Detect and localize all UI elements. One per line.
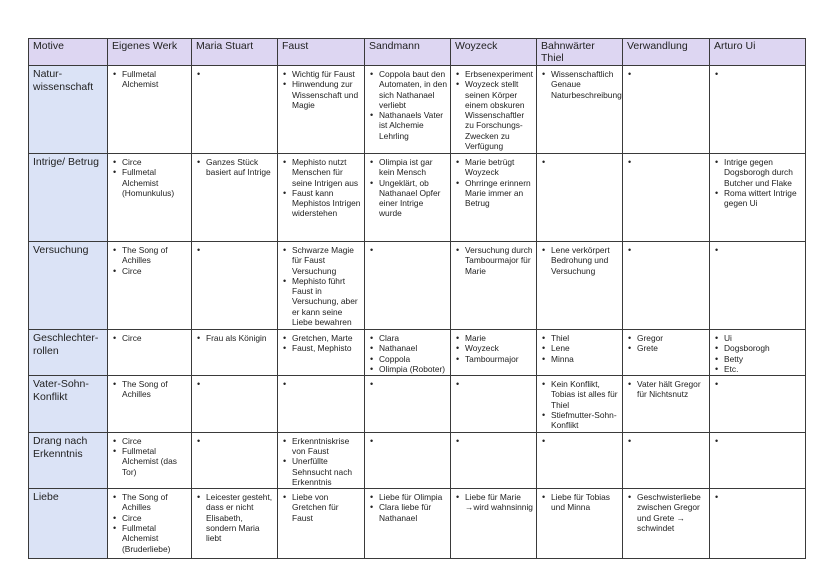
motive-cell: Versuchung [29,242,108,330]
list-item: • Betty [714,354,802,364]
bullet-list [369,492,447,523]
table-cell [623,432,710,488]
bullet-list [196,157,274,178]
bullet-list [455,333,533,364]
list-item: • Coppola [369,354,447,364]
table-cell [710,154,806,242]
list-item: • Stiefmutter-Sohn-Konflikt [541,410,619,431]
list-item: • Coppola baut den Automaten, in den sich Nathanael verliebt [369,69,447,110]
list-item: • Liebe von Gretchen für Faust [282,492,361,523]
list-item: • Ohrringe erinnern Marie immer an Betrug [455,178,533,209]
motive-cell: Drang nach Erkenntnis [29,432,108,488]
table-cell [710,330,806,376]
list-item: • Marie betrügt Woyzeck [455,157,533,178]
empty-bullet [196,436,274,446]
list-item: • Faust kann Mephistos Intrigen widerstehen [282,188,361,219]
bullet-list [196,333,274,343]
empty-bullet [714,69,802,79]
list-item: • Intrige gegen Dogsborogh durch Butcher und Flake [714,157,802,188]
table-cell [192,489,278,559]
bullet-list [541,333,619,364]
table-cell [192,330,278,376]
motive-cell: Geschlechter- rollen [29,330,108,376]
list-item: • Geschwisterliebe zwischen Gregor und Grete → schwindet [627,492,706,533]
list-item: • Gregor [627,333,706,343]
table-cell [451,154,537,242]
empty-bullet [369,436,447,446]
motive-cell: Natur- wissenschaft [29,66,108,154]
empty-bullet [196,245,274,255]
table-row [29,154,806,242]
bullet-list [714,333,802,374]
table-cell [278,330,365,376]
bullet-list [112,157,188,198]
table-cell [365,66,451,154]
table-cell [365,242,451,330]
table-row [29,66,806,154]
list-item: • Wissenschaftlich Genaue Naturbeschreibung [541,69,619,100]
list-item: • Clara liebe für Nathanael [369,502,447,523]
empty-bullet [541,436,619,446]
empty-bullet [714,379,802,389]
list-item: • Ganzes Stück basiert auf Intrige [196,157,274,178]
table-cell [108,66,192,154]
empty-bullet [714,436,802,446]
table-cell [365,154,451,242]
table-cell [537,489,623,559]
header-faust: Faust [278,39,365,66]
list-item: • Liebe für Tobias und Minna [541,492,619,513]
table-cell [192,242,278,330]
table-cell [365,489,451,559]
table-cell [192,432,278,488]
table-cell [537,330,623,376]
table-cell [108,489,192,559]
list-item: • Nathanael [369,343,447,353]
bullet-list [455,69,533,151]
motive-cell: Intrige/ Betrug [29,154,108,242]
table-cell [623,489,710,559]
list-item: • Dogsborogh [714,343,802,353]
table-cell [537,66,623,154]
list-item: • Circe [112,157,188,167]
bullet-list [714,157,802,208]
list-item: • Clara [369,333,447,343]
bullet-list [112,492,188,554]
bullet-list [282,157,361,219]
table-cell [451,330,537,376]
list-item: • Fullmetal Alchemist (das Tor) [112,446,188,477]
list-item: • Faust, Mephisto [282,343,361,353]
table-row [29,489,806,559]
table-cell [278,154,365,242]
table-cell [537,242,623,330]
table-cell [710,489,806,559]
table-cell [451,432,537,488]
list-item: • Circe [112,513,188,523]
bullet-list [627,379,706,400]
table-cell [278,489,365,559]
empty-bullet [627,245,706,255]
bullet-list [112,69,188,90]
list-item: • Gretchen, Marte [282,333,361,343]
bullet-list [541,492,619,513]
list-item: • Nathanaels Vater ist Alchemie Lehrling [369,110,447,141]
table-cell [623,66,710,154]
table-cell [623,154,710,242]
bullet-list [369,157,447,219]
table-cell [278,242,365,330]
bullet-list [282,69,361,110]
table-row [29,330,806,376]
table-cell [192,376,278,432]
table-row [29,242,806,330]
bullet-list [282,245,361,327]
table-cell [108,330,192,376]
empty-bullet [714,245,802,255]
header-woyzeck: Woyzeck [451,39,537,66]
list-item: • Tambourmajor [455,354,533,364]
table-cell [623,376,710,432]
bullet-list [112,245,188,276]
bullet-list [541,245,619,276]
bullet-list [112,333,188,343]
empty-bullet [627,436,706,446]
table-cell [710,432,806,488]
list-item: • Olimpia ist gar kein Mensch [369,157,447,178]
bullet-list [455,157,533,208]
table-cell [108,432,192,488]
list-item: • Liebe für Olimpia [369,492,447,502]
list-item: • Grete [627,343,706,353]
empty-bullet [455,379,533,389]
list-item: • Fullmetal Alchemist (Homunkulus) [112,167,188,198]
empty-bullet [196,379,274,389]
table-cell [710,242,806,330]
list-item: • Ui [714,333,802,343]
table-row [29,432,806,488]
bullet-list [455,492,533,513]
list-item: • Vater hält Gregor für Nichtsnutz [627,379,706,400]
table-row [29,376,806,432]
list-item: • Thiel [541,333,619,343]
list-item: • The Song of Achilles [112,245,188,266]
table-cell [537,432,623,488]
list-item: • Kein Konflikt, Tobias ist alles für Thiel [541,379,619,410]
motive-cell: Vater-Sohn- Konflikt [29,376,108,432]
list-item: • Fullmetal Alchemist [112,69,188,90]
empty-bullet [196,69,274,79]
table-cell [192,66,278,154]
list-item: • Woyzeck [455,343,533,353]
list-item: • Lene [541,343,619,353]
table-cell [451,242,537,330]
list-item: • Circe [112,436,188,446]
bullet-list [627,492,706,533]
motive-comparison-table [28,38,806,559]
empty-bullet [282,379,361,389]
list-item: • Hinwendung zur Wissenschaft und Magie [282,79,361,110]
empty-bullet [627,157,706,167]
bullet-list [282,492,361,523]
empty-bullet [455,436,533,446]
bullet-list [112,436,188,477]
header-sandmann: Sandmann [365,39,451,66]
list-item: • Lene verkörpert Bedrohung und Versuchung [541,245,619,276]
list-item: • Wichtig für Faust [282,69,361,79]
header-arturo-ui: Arturo Ui [710,39,806,66]
empty-bullet [369,245,447,255]
table-cell [623,330,710,376]
table-cell [537,376,623,432]
list-item: • The Song of Achilles [112,492,188,513]
header-motive: Motive [29,39,108,66]
list-item: • Fullmetal Alchemist (Bruderliebe) [112,523,188,554]
list-item: • Etc. [714,364,802,374]
header-row [29,39,806,66]
list-item: • Liebe für Marie →wird wahnsinnig [455,492,533,513]
table-cell [365,432,451,488]
list-item: • Mephisto nutzt Menschen für seine Intrigen aus [282,157,361,188]
table-cell [278,66,365,154]
list-item: • Unerfüllte Sehnsucht nach Erkenntnis [282,456,361,487]
list-item: • Versuchung durch Tambourmajor für Marie [455,245,533,276]
table-cell [365,376,451,432]
table-cell [108,242,192,330]
empty-bullet [541,157,619,167]
header-eigenes-werk: Eigenes Werk [108,39,192,66]
table-cell [451,66,537,154]
bullet-list [369,69,447,141]
list-item: • The Song of Achilles [112,379,188,400]
list-item: • Ungeklärt, ob Nathanael Opfer einer Intrige wurde [369,178,447,219]
header-verwandlung: Verwandlung [623,39,710,66]
empty-bullet [714,492,802,502]
list-item: • Erbsenexperiment [455,69,533,79]
list-item: • Olimpia (Roboter) [369,364,447,374]
table-cell [192,154,278,242]
table-cell [451,376,537,432]
motive-cell: Liebe [29,489,108,559]
table-cell [278,432,365,488]
list-item: • Circe [112,266,188,276]
empty-bullet [369,379,447,389]
table-cell [623,242,710,330]
bullet-list [282,333,361,354]
bullet-list [369,333,447,374]
list-item: • Woyzeck stellt seinen Körper einem obskuren Wissenschaftler zu Forschungs-Zwecken zu Verfügung [455,79,533,151]
bullet-list [196,492,274,543]
list-item: • Minna [541,354,619,364]
table-cell [108,376,192,432]
list-item: • Circe [112,333,188,343]
list-item: • Schwarze Magie für Faust Versuchung [282,245,361,276]
bullet-list [112,379,188,400]
table-body [29,66,806,559]
table-cell [710,66,806,154]
empty-bullet [627,69,706,79]
header-bahnwaerter-thiel: Bahnwärter Thiel [537,39,623,66]
table-cell [537,154,623,242]
list-item: • Roma wittert Intrige gegen Ui [714,188,802,209]
table-cell [278,376,365,432]
bullet-list [455,245,533,276]
list-item: • Leicester gesteht, dass er nicht Elisabeth, sondern Maria liebt [196,492,274,543]
table-cell [108,154,192,242]
table-cell [710,376,806,432]
list-item: • Marie [455,333,533,343]
list-item: • Mephisto führt Faust in Versuchung, aber er kann seine Liebe bewahren [282,276,361,327]
header-maria-stuart: Maria Stuart [192,39,278,66]
bullet-list [541,69,622,100]
list-item: • Frau als Königin [196,333,274,343]
bullet-list [541,379,619,430]
table-cell [365,330,451,376]
table-cell [451,489,537,559]
bullet-list [627,333,706,354]
bullet-list [282,436,361,487]
list-item: • Erkenntniskrise von Faust [282,436,361,457]
